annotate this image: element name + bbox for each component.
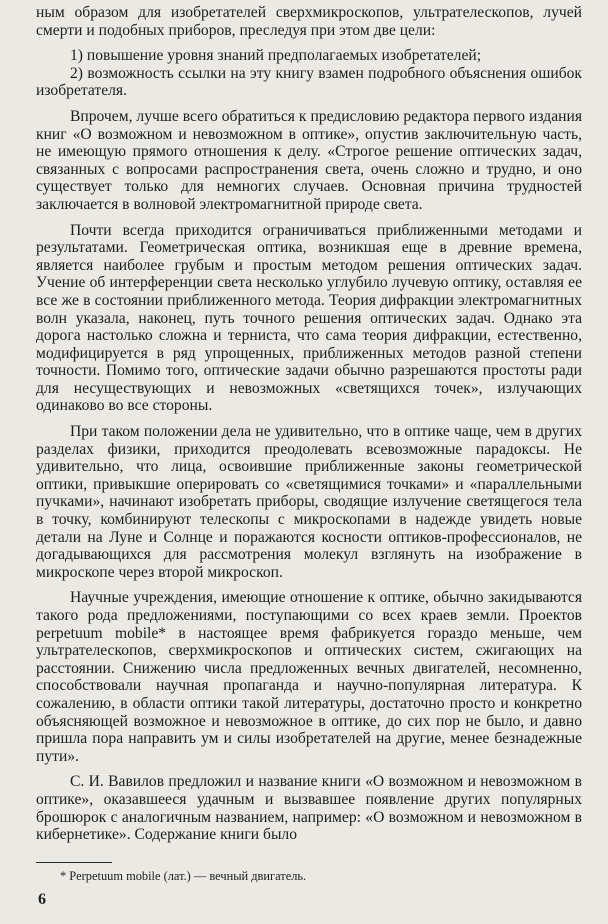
paragraph: Почти всегда приходится ограничиваться приближенными методами и результатами. Геометрическая оптика, возникшая еще в древние времена, является наиболее грубым и простым методом решения оптических задач. Учение об интерференции света несколько углубило лучевую оптику, оставляя ее все же в состоянии приближенного метода. Теория дифракции электромагнитных волн указала, наконец, путь точного решения оптических задач. Однако эта дорога настолько сложна и терниста, что сама теория дифракции, естественно, модифицируется в ряд упрощенных, приближенных методов разной степени точности. Помимо того, оптические задачи обычно разрешаются простоты ради для несуществующих и невозможных «светящихся точек», излучающих одинаково во все стороны. bbox=[36, 221, 582, 415]
paragraph: Впрочем, лучше всего обратиться к предисловию редактора первого издания книг «О возможном и невозможном в оптике», опустив заключительную часть, не имеющую прямого отношения к делу. «Строгое решение оптических задач, связанных с вопросами распространения света, очень сложно и трудно, и оно существует только для немногих случаев. Основная причина трудностей заключается в волновой электромагнитной природе света. bbox=[36, 107, 582, 213]
paragraph: С. И. Вавилов предложил и название книги «О возможном и невозможном в оптике», оказавшееся удачным и вызвавшее появление других популярных брошюрок с аналогичным названием, например: «О возможном и невозможном в кибернетике». Содержание книги было bbox=[36, 773, 582, 844]
paragraph: Научные учреждения, имеющие отношение к оптике, обычно закидываются такого рода предложениями, поступающими со всех краев земли. Проектов perpetuum mobile* в настоящее время фабрикуется гораздо меньше, чем ультрателескопов, сверхмикроскопов и оптических систем, сжигающих на расстоянии. Снижению числа предложенных вечных двигателей, несомненно, способствовали научная пропаганда и научно-популярная литература. К сожалению, в области оптики такой литературы, достаточно просто и конкретно объясняющей возможное и невозможное в оптике, до сих пор не было, и давно пришла пора направить ум и силы изобретателей на другие, менее безнадежные пути». bbox=[36, 589, 582, 765]
list-item-goal-2: 2) возможность ссылки на эту книгу взамен подробного объяснения ошибок изобретателя. bbox=[36, 64, 582, 100]
paragraph-continuation: ным образом для изобретателей сверхмикроскопов, ультрателескопов, лучей смерти и подобных приборов, преследуя при этом две цели: bbox=[36, 4, 582, 39]
page-number: 6 bbox=[38, 891, 46, 908]
body-text bbox=[36, 4, 582, 852]
list-item-goal-1: 1) повышение уровня знаний предполагаемых изобретателей; bbox=[70, 47, 482, 65]
footnote: * Perpetuum mobile (лат.) — вечный двигатель. bbox=[60, 869, 307, 883]
footnote-divider bbox=[36, 862, 112, 863]
paragraph: При таком положении дела не удивительно, что в оптике чаще, чем в других разделах физики, приходится преодолевать всевозможные парадоксы. Не удивительно, что лица, освоившие приближенные законы геометрической оптики, привыкшие оперировать со «светящимися точками» и «параллельными пучками», начинают изобретать приборы, сводящие излучение светящегося тела в точку, комбинируют телескопы с микроскопами в надежде увидеть новые детали на Луне и Солнце и поражаются косности оптиков-профессионалов, не догадывающихся для рассмотрения молекул взглянуть на изображение в микроскопе через второй микроскоп. bbox=[36, 423, 582, 581]
